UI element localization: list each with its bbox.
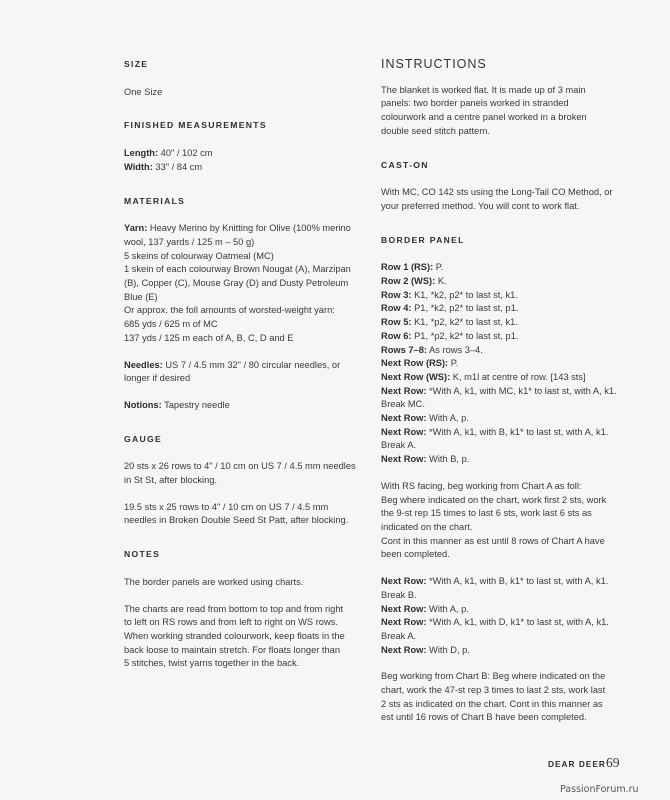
gauge-paragraph-1 bbox=[124, 460, 362, 487]
row-label: Next Row: bbox=[381, 454, 427, 465]
chart-b-paragraph bbox=[381, 670, 623, 725]
length-value: 40" / 102 cm bbox=[158, 148, 213, 159]
yarn-line: (B), Copper (C), Mouse Gray (D) and Dusty Petroleum bbox=[124, 278, 349, 289]
size-heading: SIZE bbox=[124, 59, 149, 69]
needles-label: Needles: bbox=[124, 359, 163, 370]
needles-line: longer if desired bbox=[124, 373, 191, 384]
row-label: Next Row: bbox=[381, 576, 427, 587]
yarn-paragraph bbox=[124, 222, 362, 345]
notes-line: The charts are read from bottom to top and from right bbox=[124, 603, 344, 614]
row-label: Rows 7–8: bbox=[381, 344, 427, 355]
row-line bbox=[381, 575, 623, 589]
gauge-paragraph-2 bbox=[124, 501, 362, 528]
row-label: Next Row: bbox=[381, 413, 427, 424]
row-text: With D, p. bbox=[426, 644, 470, 655]
notes-paragraph-2 bbox=[124, 603, 362, 672]
notions-value: Tapestry needle bbox=[161, 399, 230, 410]
row-line bbox=[381, 261, 623, 275]
gauge-heading: GAUGE bbox=[124, 433, 163, 444]
yarn-line: 685 yds / 625 m of MC bbox=[124, 319, 218, 330]
notes-line: to left on RS rows and from left to right on WS rows. bbox=[124, 617, 338, 628]
row-line bbox=[381, 616, 623, 630]
instructions-line: panels: two border panels worked in stranded bbox=[381, 98, 569, 109]
gauge-line: in St St, after blocking. bbox=[124, 475, 218, 486]
row-line bbox=[381, 302, 623, 316]
row-label: Row 3: bbox=[381, 289, 412, 300]
yarn-label: Yarn: bbox=[124, 223, 148, 234]
finished-text bbox=[124, 147, 362, 174]
row-label: Next Row (RS): bbox=[381, 358, 449, 369]
notes-line: 5 stitches, twist yarns together in the back. bbox=[124, 658, 300, 669]
instructions-heading: INSTRUCTIONS bbox=[381, 57, 487, 71]
notes-paragraph-1: The border panels are worked using charts. bbox=[124, 576, 304, 587]
instructions-line: colourwork and a centre panel worked in a broken bbox=[381, 112, 587, 123]
row-line bbox=[381, 385, 623, 399]
row-text: With A, p. bbox=[426, 603, 469, 614]
page-number: 69 bbox=[606, 755, 620, 770]
row-line bbox=[381, 589, 623, 603]
needles-line: US 7 / 4.5 mm 32" / 80 circular needles, or bbox=[162, 359, 341, 370]
row-text: Break A. bbox=[381, 630, 417, 641]
yarn-line: wool, 137 yards / 125 m – 50 g) bbox=[124, 236, 255, 247]
instructions-section bbox=[381, 58, 623, 139]
row-text: *With A, k1, with B, k1* to last st, with A, k1. bbox=[426, 426, 609, 437]
row-line bbox=[381, 289, 623, 303]
row-line bbox=[381, 316, 623, 330]
row-label: Next Row: bbox=[381, 385, 427, 396]
gauge-line: 20 sts x 26 rows to 4" / 10 cm on US 7 / 4.5 mm needles bbox=[124, 461, 356, 472]
watermark: PassionForum.ru bbox=[560, 784, 639, 795]
notes-line: When working stranded colourwork, keep floats in the bbox=[124, 630, 345, 641]
yarn-line: Or approx. the foll amounts of worsted-weight yarn: bbox=[124, 305, 335, 316]
row-line bbox=[381, 357, 623, 371]
row-line bbox=[381, 630, 623, 644]
yarn-line: 5 skeins of colourway Oatmeal (MC) bbox=[124, 250, 274, 261]
row-text: Break B. bbox=[381, 589, 417, 600]
row-text: K, m1l at centre of row. [143 sts] bbox=[450, 371, 586, 382]
paragraph-line: chart, work the 47-st rep 3 times to last 2 sts, work last bbox=[381, 685, 606, 696]
caston-line: With MC, CO 142 sts using the Long-Tail CO Method, or bbox=[381, 187, 613, 198]
paragraph-line: Cont in this manner as est until 8 rows of Chart A have bbox=[381, 535, 605, 546]
row-line bbox=[381, 644, 623, 658]
caston-line: your preferred method. You will cont to work flat. bbox=[381, 200, 580, 211]
finished-section bbox=[124, 119, 362, 174]
row-text: K1, *p2, k2* to last st, k1. bbox=[411, 317, 518, 328]
caston-heading: CAST-ON bbox=[381, 159, 429, 170]
row-text: *With A, k1, with B, k1* to last st, with A, k1. bbox=[426, 576, 609, 587]
row-label: Row 1 (RS): bbox=[381, 262, 434, 273]
row-text: K1, *k2, p2* to last st, k1. bbox=[411, 289, 518, 300]
row-line bbox=[381, 603, 623, 617]
paragraph-line: 2 sts as indicated on the chart. Cont in this manner as bbox=[381, 698, 603, 709]
row-label: Next Row: bbox=[381, 426, 427, 437]
yarn-line: Heavy Merino by Knitting for Olive (100% merino bbox=[147, 223, 351, 234]
instructions-paragraph bbox=[381, 84, 623, 139]
row-text: P1, *k2, p2* to last st, p1. bbox=[411, 303, 519, 314]
yarn-line: Blue (E) bbox=[124, 291, 158, 302]
row-label: Next Row (WS): bbox=[381, 371, 451, 382]
width-value: 33" / 84 cm bbox=[152, 161, 203, 172]
notes-line: back loose to maintain stretch. For floats longer than bbox=[124, 644, 341, 655]
row-text: With A, p. bbox=[426, 413, 469, 424]
row-text: As rows 3–4. bbox=[427, 344, 483, 355]
size-section bbox=[124, 58, 362, 99]
materials-heading: MATERIALS bbox=[124, 195, 186, 206]
paragraph-line: indicated on the chart. bbox=[381, 521, 473, 532]
notions-label: Notions: bbox=[124, 399, 162, 410]
row-label: Row 6: bbox=[381, 330, 412, 341]
row-line bbox=[381, 412, 623, 426]
row-text: P. bbox=[433, 262, 444, 273]
size-text: One Size bbox=[124, 86, 163, 97]
paragraph-line: Beg working from Chart B: Beg where indicated on the bbox=[381, 671, 606, 682]
row-text: *With A, k1, with D, k1* to last st, with A, k1. bbox=[426, 617, 609, 628]
caston-paragraph bbox=[381, 186, 623, 213]
right-column bbox=[381, 58, 623, 738]
row-text: Break A. bbox=[381, 440, 417, 451]
row-text: P1, *p2, k2* to last st, p1. bbox=[411, 330, 519, 341]
notes-section bbox=[124, 548, 362, 671]
row-label: Next Row: bbox=[381, 617, 427, 628]
row-line bbox=[381, 275, 623, 289]
gauge-line: 19.5 sts x 25 rows to 4" / 10 cm on US 7 / 4.5 mm bbox=[124, 501, 329, 512]
instructions-line: double seed stitch pattern. bbox=[381, 125, 491, 136]
caston-section bbox=[381, 159, 623, 214]
row-text: With B, p. bbox=[426, 454, 470, 465]
row-text: P. bbox=[448, 358, 459, 369]
chart-a-paragraph bbox=[381, 480, 623, 562]
yarn-line: 1 skein of each colourway Brown Nougat (A), Marzipan bbox=[124, 264, 351, 275]
needles-paragraph bbox=[124, 359, 362, 386]
row-label: Next Row: bbox=[381, 644, 427, 655]
row-line bbox=[381, 330, 623, 344]
border-rows-2 bbox=[381, 575, 623, 657]
yarn-line: 137 yds / 125 m each of A, B, C, D and E bbox=[124, 332, 294, 343]
row-label: Row 4: bbox=[381, 303, 412, 314]
row-text: *With A, k1, with MC, k1* to last st, with A, k1. bbox=[426, 385, 617, 396]
finished-heading: FINISHED MEASUREMENTS bbox=[124, 120, 267, 131]
notions-paragraph bbox=[124, 399, 362, 413]
row-label: Row 2 (WS): bbox=[381, 276, 436, 287]
row-label: Next Row: bbox=[381, 603, 427, 614]
row-line bbox=[381, 371, 623, 385]
materials-section bbox=[124, 195, 362, 413]
paragraph-line: been completed. bbox=[381, 549, 450, 560]
row-line bbox=[381, 453, 623, 467]
border-panel-heading: BORDER PANEL bbox=[381, 234, 465, 245]
gauge-section bbox=[124, 433, 362, 529]
border-rows bbox=[381, 261, 623, 467]
row-line bbox=[381, 344, 623, 358]
left-column bbox=[124, 58, 362, 691]
row-text: K. bbox=[435, 276, 447, 287]
gauge-line: needles in Broken Double Seed St Patt, after blocking. bbox=[124, 515, 349, 526]
paragraph-line: est until 16 rows of Chart B have been completed. bbox=[381, 712, 587, 723]
row-text: Break MC. bbox=[381, 399, 425, 410]
instructions-line: The blanket is worked flat. It is made up of 3 main bbox=[381, 84, 586, 95]
row-line bbox=[381, 398, 623, 412]
width-label: Width: bbox=[124, 161, 153, 172]
border-panel-section bbox=[381, 234, 623, 726]
row-line bbox=[381, 439, 623, 453]
paragraph-line: Beg where indicated on the chart, work first 2 sts, work bbox=[381, 494, 607, 505]
notes-heading: NOTES bbox=[124, 549, 161, 560]
length-label: Length: bbox=[124, 148, 159, 159]
running-footer: DEAR DEER bbox=[548, 759, 606, 769]
paragraph-line: With RS facing, beg working from Chart A as foll: bbox=[381, 480, 582, 491]
row-label: Row 5: bbox=[381, 317, 412, 328]
paragraph-line: the 9-st rep 15 times to last 6 sts, work last 6 sts as bbox=[381, 508, 592, 519]
row-line bbox=[381, 426, 623, 440]
